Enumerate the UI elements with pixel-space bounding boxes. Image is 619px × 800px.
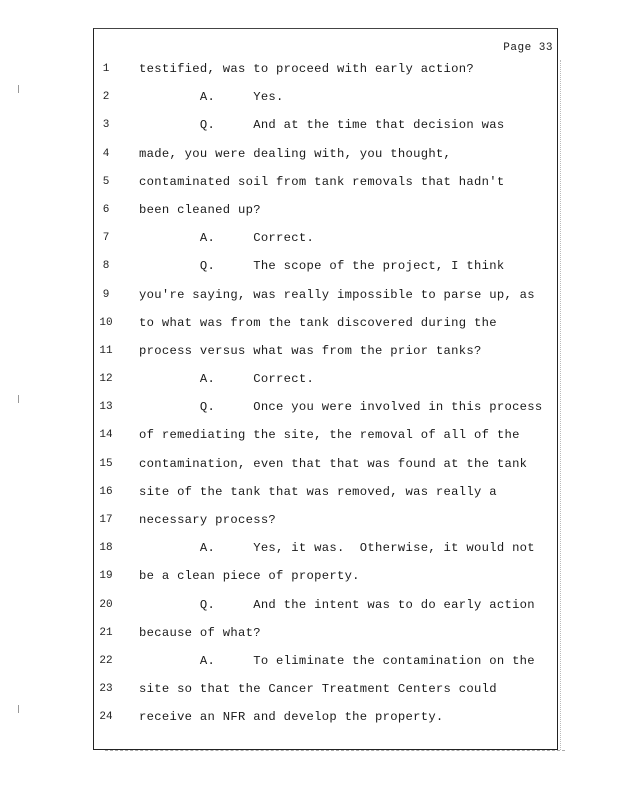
- transcript-line: [0, 593, 619, 621]
- transcript-line: [0, 705, 619, 733]
- page-number: Page 33: [503, 42, 553, 54]
- transcript-line: [0, 564, 619, 592]
- transcript-line: [0, 170, 619, 198]
- line-text: receive an NFR and develop the property.: [139, 710, 444, 725]
- transcript-line: [0, 677, 619, 705]
- line-text: of remediating the site, the removal of all of the: [139, 428, 520, 443]
- line-number: 22: [99, 654, 113, 667]
- transcript-line: [0, 649, 619, 677]
- line-text: Q. The scope of the project, I think: [139, 259, 505, 274]
- transcript-line: [0, 452, 619, 480]
- line-text: you're saying, was really impossible to parse up, as: [139, 287, 535, 302]
- line-text: made, you were dealing with, you thought,: [139, 146, 452, 161]
- line-number: 18: [99, 542, 113, 555]
- transcript-lines: [0, 57, 619, 734]
- transcript-line: [0, 395, 619, 423]
- line-text: Q. Once you were involved in this process: [139, 400, 543, 415]
- transcript-line: [0, 85, 619, 113]
- line-number: 10: [99, 316, 113, 329]
- left-margin-mark: [18, 85, 23, 93]
- transcript-line: [0, 226, 619, 254]
- bottom-scan-rule: [105, 750, 565, 751]
- line-text: A. Yes.: [139, 90, 284, 105]
- transcript-line: [0, 198, 619, 226]
- line-number: 9: [102, 288, 110, 301]
- line-number: 14: [99, 429, 113, 442]
- transcript-line: [0, 339, 619, 367]
- transcript-line: [0, 536, 619, 564]
- transcript-line: [0, 142, 619, 170]
- line-text: testified, was to proceed with early action?: [139, 62, 475, 76]
- line-text: Q. And at the time that decision was: [139, 118, 505, 133]
- transcript-line: [0, 311, 619, 339]
- line-text: been cleaned up?: [139, 202, 261, 217]
- transcript-line: [0, 57, 619, 85]
- line-number: 1: [102, 63, 110, 75]
- line-text: contaminated soil from tank removals that hadn't: [139, 174, 505, 189]
- transcript-line: [0, 113, 619, 141]
- line-text: necessary process?: [139, 513, 277, 527]
- line-number: 15: [99, 457, 113, 470]
- line-number: 24: [99, 711, 113, 724]
- transcript-line: [0, 254, 619, 282]
- line-number: 11: [99, 344, 113, 357]
- line-number: 7: [102, 232, 110, 245]
- line-number: 6: [102, 203, 110, 216]
- line-number: 16: [99, 485, 113, 498]
- line-number: 19: [99, 570, 113, 583]
- line-number: 13: [99, 401, 113, 414]
- line-text: A. Yes, it was. Otherwise, it would not: [139, 541, 535, 556]
- line-text: A. To eliminate the contamination on the: [139, 653, 535, 668]
- line-text: site so that the Cancer Treatment Centers could: [139, 682, 497, 697]
- line-number: 23: [99, 683, 113, 696]
- line-number: 12: [99, 373, 113, 386]
- line-text: site of the tank that was removed, was really a: [139, 484, 497, 499]
- line-text: A. Correct.: [139, 372, 315, 387]
- line-number: 5: [102, 175, 110, 188]
- transcript-line: [0, 423, 619, 451]
- line-text: be a clean piece of property.: [139, 569, 360, 584]
- transcript-line: [0, 508, 619, 536]
- line-number: 4: [102, 147, 110, 160]
- line-text: Q. And the intent was to do early action: [139, 597, 535, 612]
- line-text: process versus what was from the prior tanks?: [139, 343, 482, 358]
- line-number: 3: [102, 119, 110, 132]
- line-number: 8: [102, 260, 110, 273]
- line-number: 17: [99, 514, 113, 526]
- line-number: 20: [99, 598, 113, 611]
- left-margin-mark: [18, 395, 23, 403]
- line-number: 2: [102, 91, 110, 104]
- line-text: to what was from the tank discovered during the: [139, 315, 497, 330]
- line-text: A. Correct.: [139, 231, 315, 246]
- transcript-line: [0, 621, 619, 649]
- line-text: because of what?: [139, 625, 261, 640]
- line-number: 21: [99, 626, 113, 639]
- transcript-line: [0, 283, 619, 311]
- transcript-line: [0, 480, 619, 508]
- transcript-line: [0, 367, 619, 395]
- line-text: contamination, even that that was found at the tank: [139, 456, 528, 471]
- left-margin-mark: [18, 705, 23, 713]
